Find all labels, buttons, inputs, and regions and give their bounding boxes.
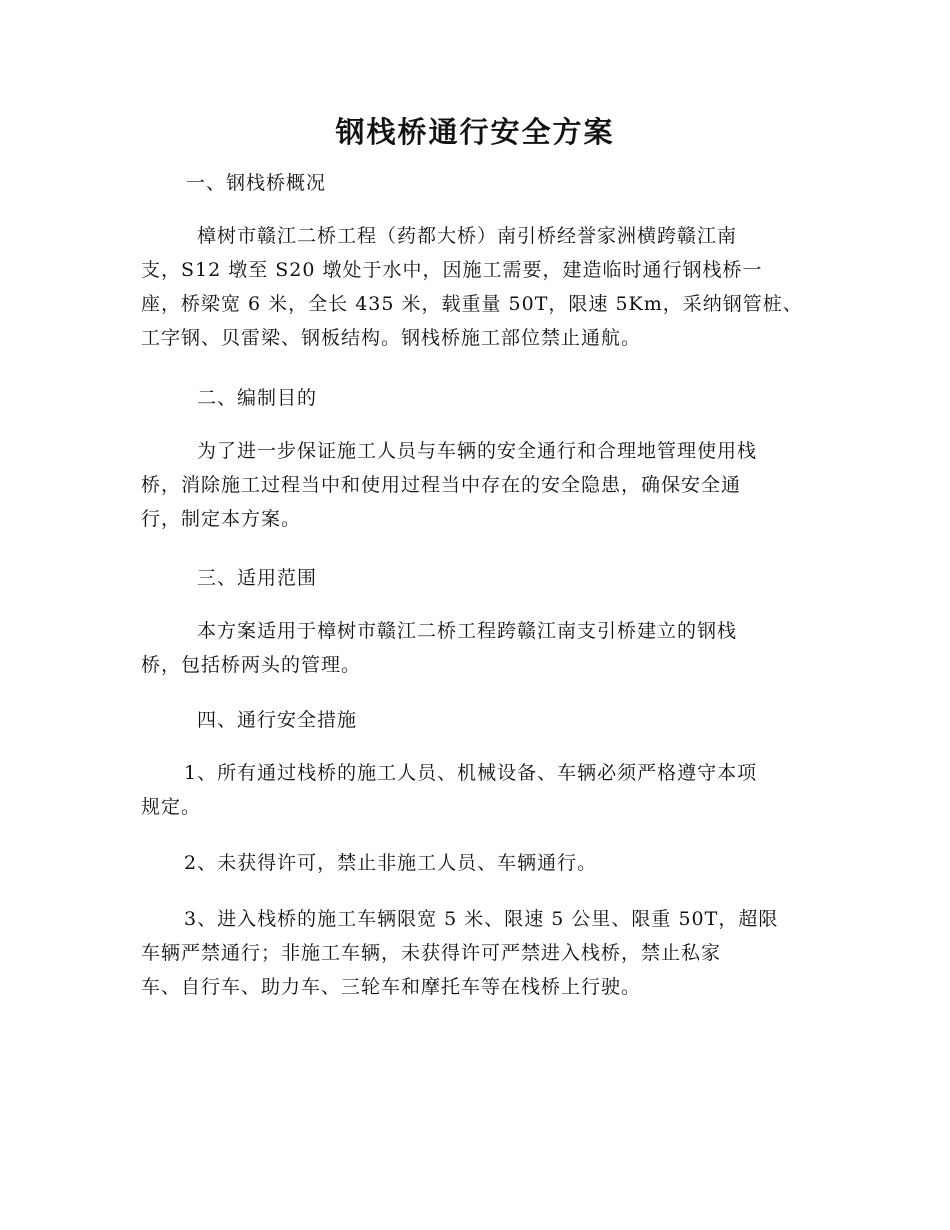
text-line: 2、未获得许可，禁止非施工人员、车辆通行。 <box>184 852 598 874</box>
text-line: 桥，包括桥两头的管理。 <box>141 654 362 676</box>
text-line: 桥，消除施工过程当中和使用过程当中存在的安全隐患，确保安全通 <box>141 474 742 496</box>
text-line: 支，S12 墩至 S20 墩处于水中，因施工需要，建造临时通行钢栈桥一 <box>141 259 763 281</box>
list-item-measure-3 <box>141 902 821 1004</box>
text-line: 1、所有通过栈桥的施工人员、机械设备、车辆必须严格遵守本项 <box>184 762 758 784</box>
paragraph-scope <box>141 614 821 682</box>
text-line: 车辆严禁通行；非施工车辆，未获得许可严禁进入栈桥，禁止私家 <box>141 942 722 964</box>
text-line: 3、进入栈桥的施工车辆限宽 5 米、限速 5 公里、限重 50T，超限 <box>184 908 779 930</box>
section-heading-purpose: 二、编制目的 <box>197 387 318 409</box>
paragraph-overview <box>141 219 821 355</box>
text-line: 本方案适用于樟树市赣江二桥工程跨赣江南支引桥建立的钢栈 <box>197 620 738 642</box>
list-item-measure-1 <box>141 756 821 824</box>
section-heading-overview: 一、钢栈桥概况 <box>186 172 327 194</box>
text-line: 为了进一步保证施工人员与车辆的安全通行和合理地管理使用栈 <box>197 440 758 462</box>
text-line: 樟树市赣江二桥工程（药都大桥）南引桥经誉家洲横跨赣江南 <box>197 225 738 247</box>
text-line: 座，桥梁宽 6 米，全长 435 米，载重量 50T，限速 5Km，采纳钢管桩、 <box>141 293 803 315</box>
text-line: 规定。 <box>141 796 202 818</box>
text-line: 行，制定本方案。 <box>141 508 302 530</box>
text-line: 工字钢、贝雷梁、钢板结构。钢栈桥施工部位禁止通航。 <box>141 327 642 349</box>
text-line: 车、自行车、助力车、三轮车和摩托车等在栈桥上行驶。 <box>141 976 642 998</box>
paragraph-purpose <box>141 434 821 536</box>
section-heading-scope: 三、适用范围 <box>197 567 318 589</box>
section-heading-safety-measures: 四、通行安全措施 <box>197 709 358 731</box>
document-title: 钢栈桥通行安全方案 <box>335 115 615 149</box>
list-item-measure-2 <box>141 846 821 880</box>
